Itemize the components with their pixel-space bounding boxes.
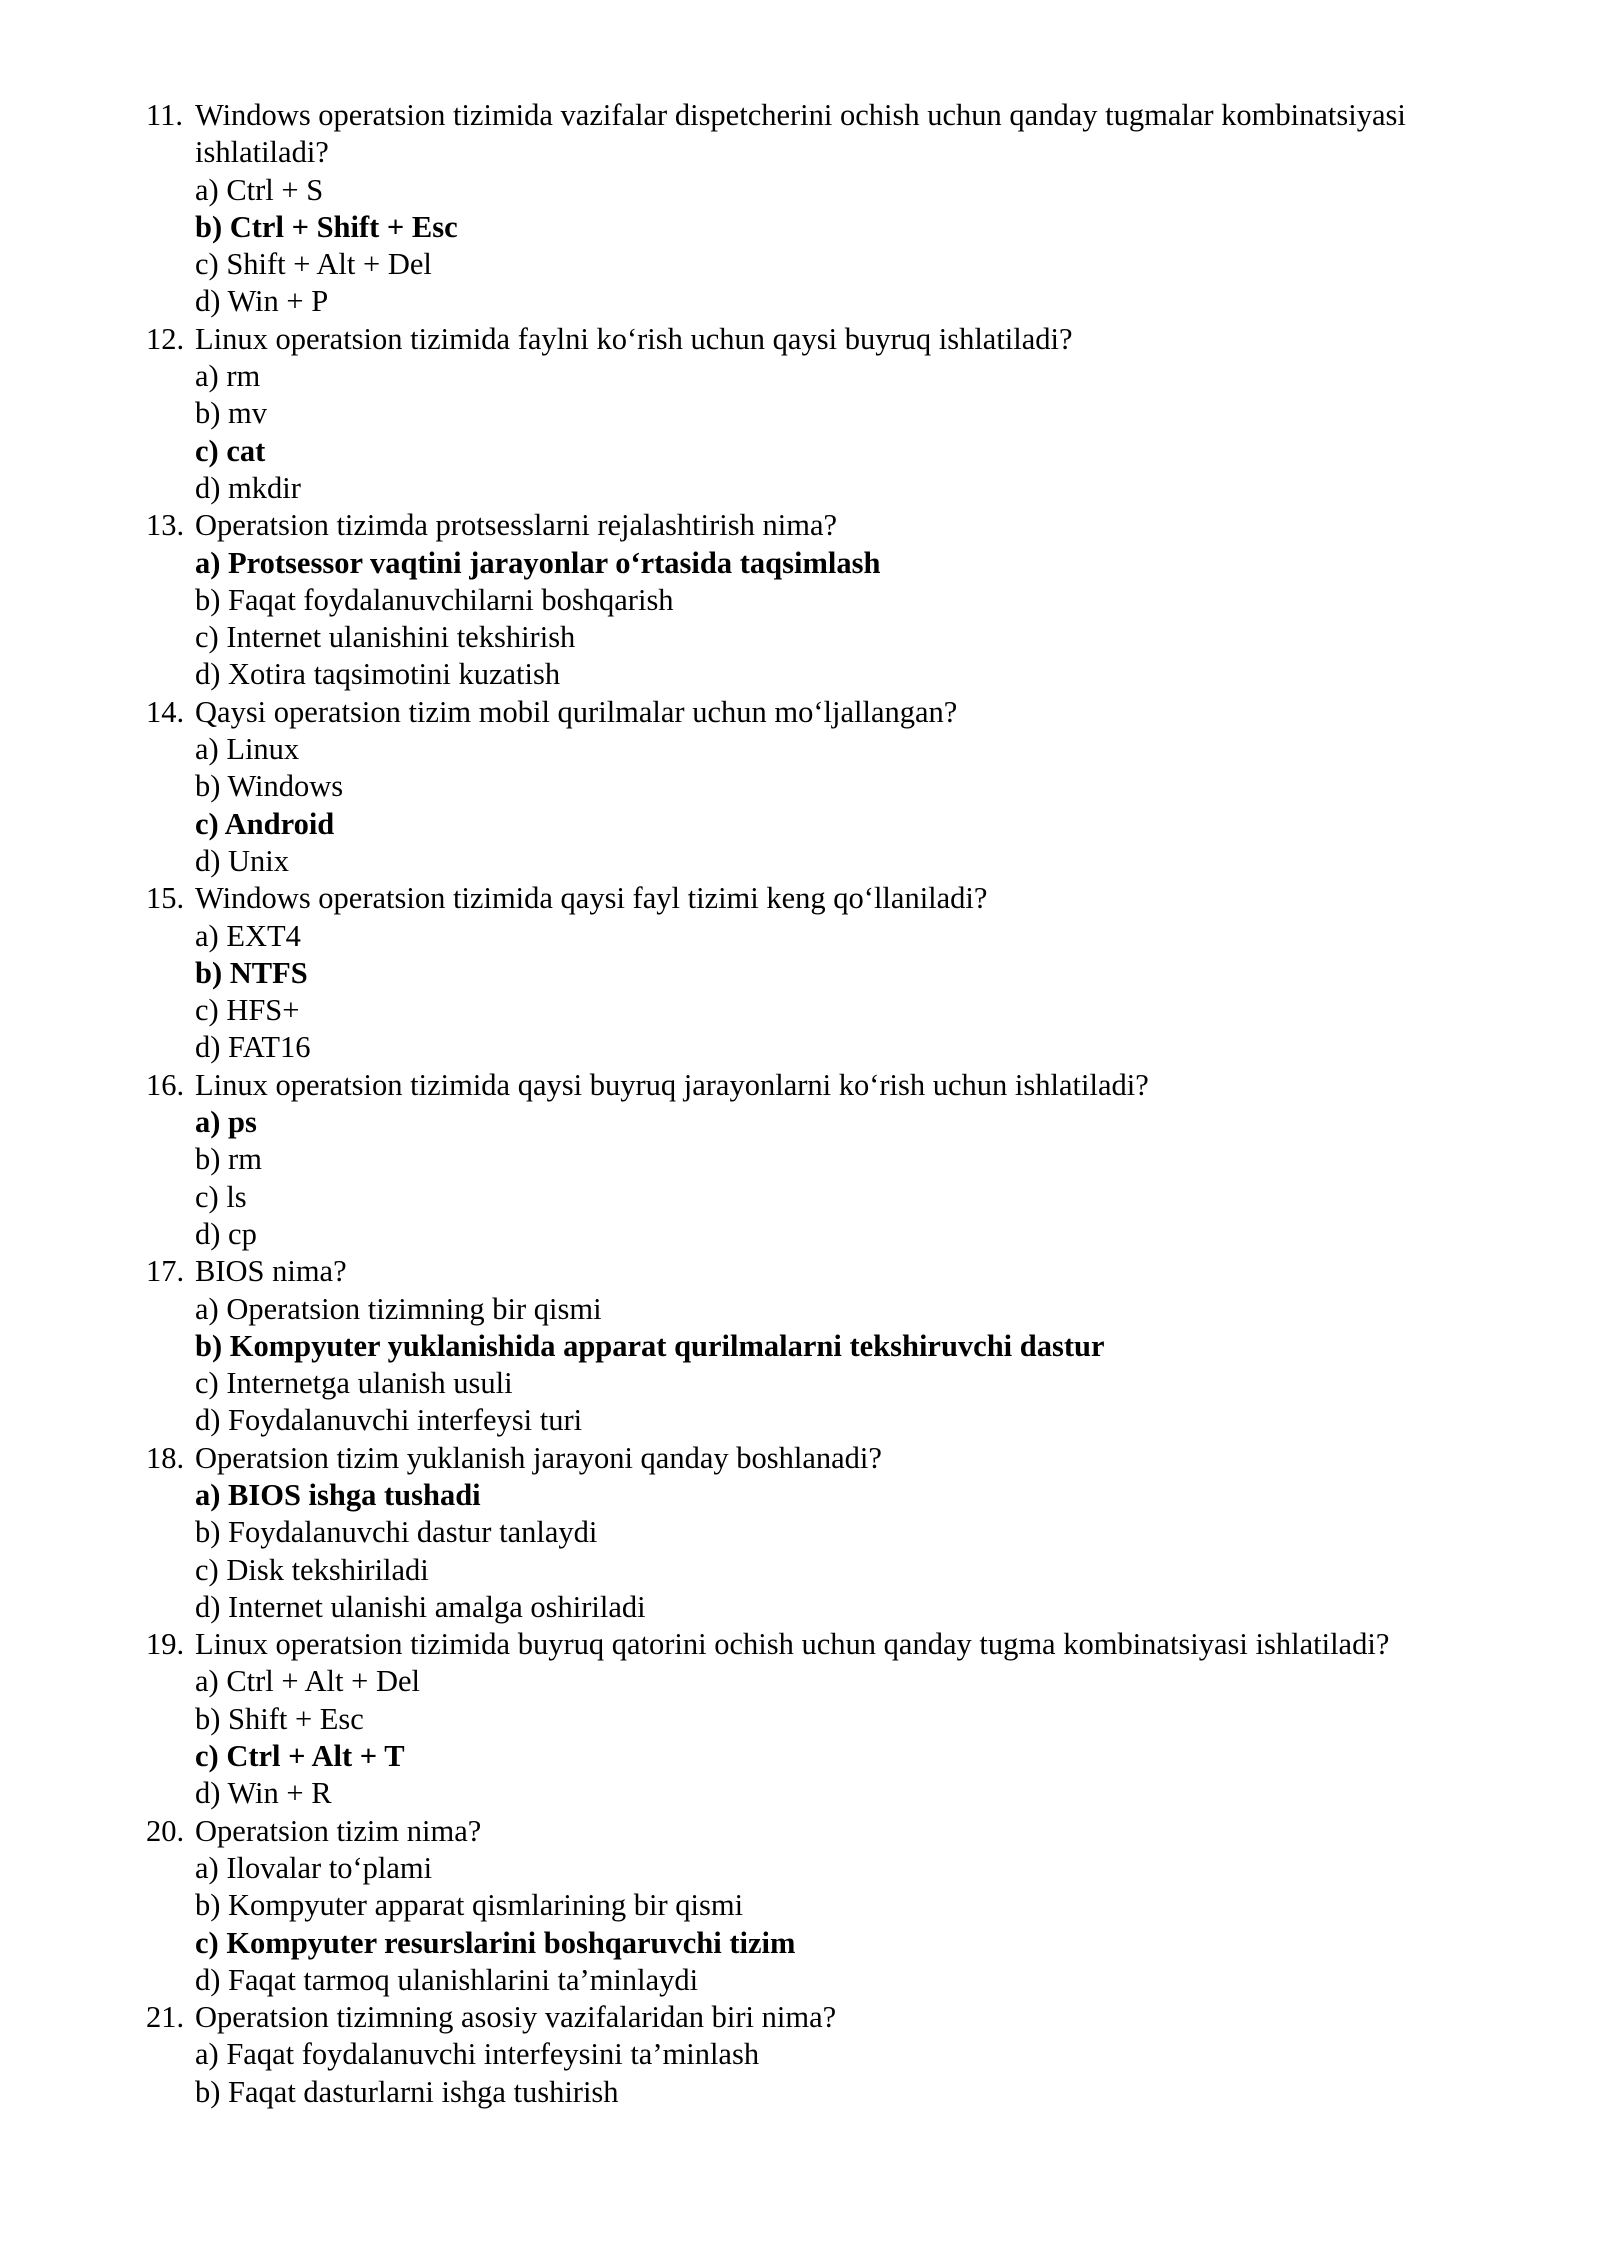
question-row [146, 1067, 1496, 1104]
question-text: Linux operatsion tizimida qaysi buyruq jarayonlarni ko‘rish uchun ishlatiladi? [195, 1067, 1149, 1102]
answer-option: a) EXT4 [195, 918, 301, 953]
answer-option: b) Foydalanuvchi dastur tanlaydi [195, 1515, 598, 1550]
question-row [146, 321, 1496, 358]
question-block [146, 694, 1496, 880]
question-number: 19. [146, 1627, 185, 1662]
answer-option-correct: b) Ctrl + Shift + Esc [195, 209, 458, 244]
question-block [146, 1067, 1496, 1253]
question-block [146, 1813, 1496, 1999]
answer-option: d) Foydalanuvchi interfeysi turi [195, 1403, 583, 1438]
answer-option-correct: a) BIOS ishga tushadi [195, 1477, 481, 1512]
question-text: Linux operatsion tizimida buyruq qatorini ochish uchun qanday tugma kombinatsiyasi ishlatiladi? [195, 1627, 1390, 1662]
answer-option: b) Faqat dasturlarni ishga tushirish [195, 2074, 619, 2109]
question-text: Linux operatsion tizimida faylni ko‘rish uchun qaysi buyruq ishlatiladi? [195, 321, 1073, 356]
question-row [146, 1440, 1496, 1477]
answer-option-correct: a) ps [195, 1105, 257, 1140]
answer-option-correct: b) NTFS [195, 955, 308, 990]
question-row [146, 507, 1496, 544]
question-block [146, 1626, 1496, 1812]
question-block [146, 1999, 1496, 2111]
answer-option: b) Faqat foydalanuvchilarni boshqarish [195, 582, 674, 617]
answer-option: c) Shift + Alt + Del [195, 247, 432, 282]
answer-option: b) Kompyuter apparat qismlarining bir qismi [195, 1888, 744, 1923]
question-text: Operatsion tizimda protsesslarni rejalashtirish nima? [195, 508, 838, 543]
answer-option: d) Unix [195, 843, 290, 878]
answer-option-correct: c) cat [195, 433, 266, 468]
answer-option: a) Ctrl + Alt + Del [195, 1664, 420, 1699]
question-block [146, 321, 1496, 507]
answer-option: b) mv [195, 396, 268, 431]
answer-option-correct: c) Android [195, 806, 335, 841]
answer-option: a) Faqat foydalanuvchi interfeysini ta’minlash [195, 2037, 760, 2072]
question-row [146, 97, 1496, 172]
question-number: 11. [146, 98, 183, 132]
answer-option: b) rm [195, 1142, 262, 1177]
question-row [146, 1813, 1496, 1850]
question-text: Operatsion tizimning asosiy vazifalaridan biri nima? [195, 2000, 837, 2035]
question-number: 12. [146, 321, 185, 356]
answer-option: c) ls [195, 1179, 247, 1214]
answer-option: d) Faqat tarmoq ulanishlarini ta’minlaydi [195, 1962, 699, 1997]
question-number: 17. [146, 1254, 185, 1289]
answer-option: d) FAT16 [195, 1030, 311, 1065]
question-text: Operatsion tizim yuklanish jarayoni qanday boshlanadi? [195, 1440, 882, 1475]
answer-option: d) Win + P [195, 284, 329, 319]
question-number: 16. [146, 1067, 185, 1102]
answer-option-correct: c) Kompyuter resurslarini boshqaruvchi tizim [195, 1925, 796, 1960]
answer-option: a) Linux [195, 732, 300, 767]
question-list [146, 97, 1496, 2111]
question-text: BIOS nima? [195, 1254, 347, 1289]
answer-option: b) Shift + Esc [195, 1701, 364, 1736]
question-block [146, 507, 1496, 693]
question-block [146, 880, 1496, 1066]
question-text: Windows operatsion tizimida vazifalar dispetcherini ochish uchun qanday tugmalar kombinatsiyasi ishlatiladi? [195, 98, 1406, 170]
question-number: 18. [146, 1440, 185, 1475]
question-row [146, 880, 1496, 917]
answer-option: d) cp [195, 1216, 257, 1251]
question-number: 15. [146, 881, 185, 916]
answer-option: a) rm [195, 359, 261, 394]
answer-option: d) mkdir [195, 470, 301, 505]
question-number: 20. [146, 1813, 185, 1848]
answer-option-correct: b) Kompyuter yuklanishida apparat qurilmalarni tekshiruvchi dastur [195, 1328, 1105, 1363]
question-number: 14. [146, 694, 185, 729]
question-block [146, 97, 1496, 321]
answer-option: d) Xotira taqsimotini kuzatish [195, 657, 561, 692]
answer-option: a) Operatsion tizimning bir qismi [195, 1291, 602, 1326]
question-row [146, 1626, 1496, 1663]
answer-option: b) Windows [195, 769, 344, 804]
answer-option: c) Internet ulanishini tekshirish [195, 620, 576, 655]
answer-option: d) Win + R [195, 1776, 332, 1811]
question-block [146, 1253, 1496, 1439]
question-number: 13. [146, 508, 185, 543]
answer-option: c) HFS+ [195, 993, 300, 1028]
question-row [146, 694, 1496, 731]
question-text: Windows operatsion tizimida qaysi fayl tizimi keng qo‘llaniladi? [195, 881, 988, 916]
answer-option: d) Internet ulanishi amalga oshiriladi [195, 1589, 646, 1624]
question-text: Operatsion tizim nima? [195, 1813, 482, 1848]
question-row [146, 1999, 1496, 2036]
answer-option: a) Ilovalar to‘plami [195, 1850, 433, 1885]
answer-option: a) Ctrl + S [195, 172, 324, 207]
answer-option-correct: c) Ctrl + Alt + T [195, 1739, 405, 1774]
question-row [146, 1253, 1496, 1290]
question-number: 21. [146, 2000, 185, 2035]
answer-option-correct: a) Protsessor vaqtini jarayonlar o‘rtasida taqsimlash [195, 545, 881, 580]
answer-option: c) Disk tekshiriladi [195, 1552, 429, 1587]
question-text: Qaysi operatsion tizim mobil qurilmalar uchun mo‘ljallangan? [195, 694, 958, 729]
question-block [146, 1440, 1496, 1626]
answer-option: c) Internetga ulanish usuli [195, 1366, 513, 1401]
